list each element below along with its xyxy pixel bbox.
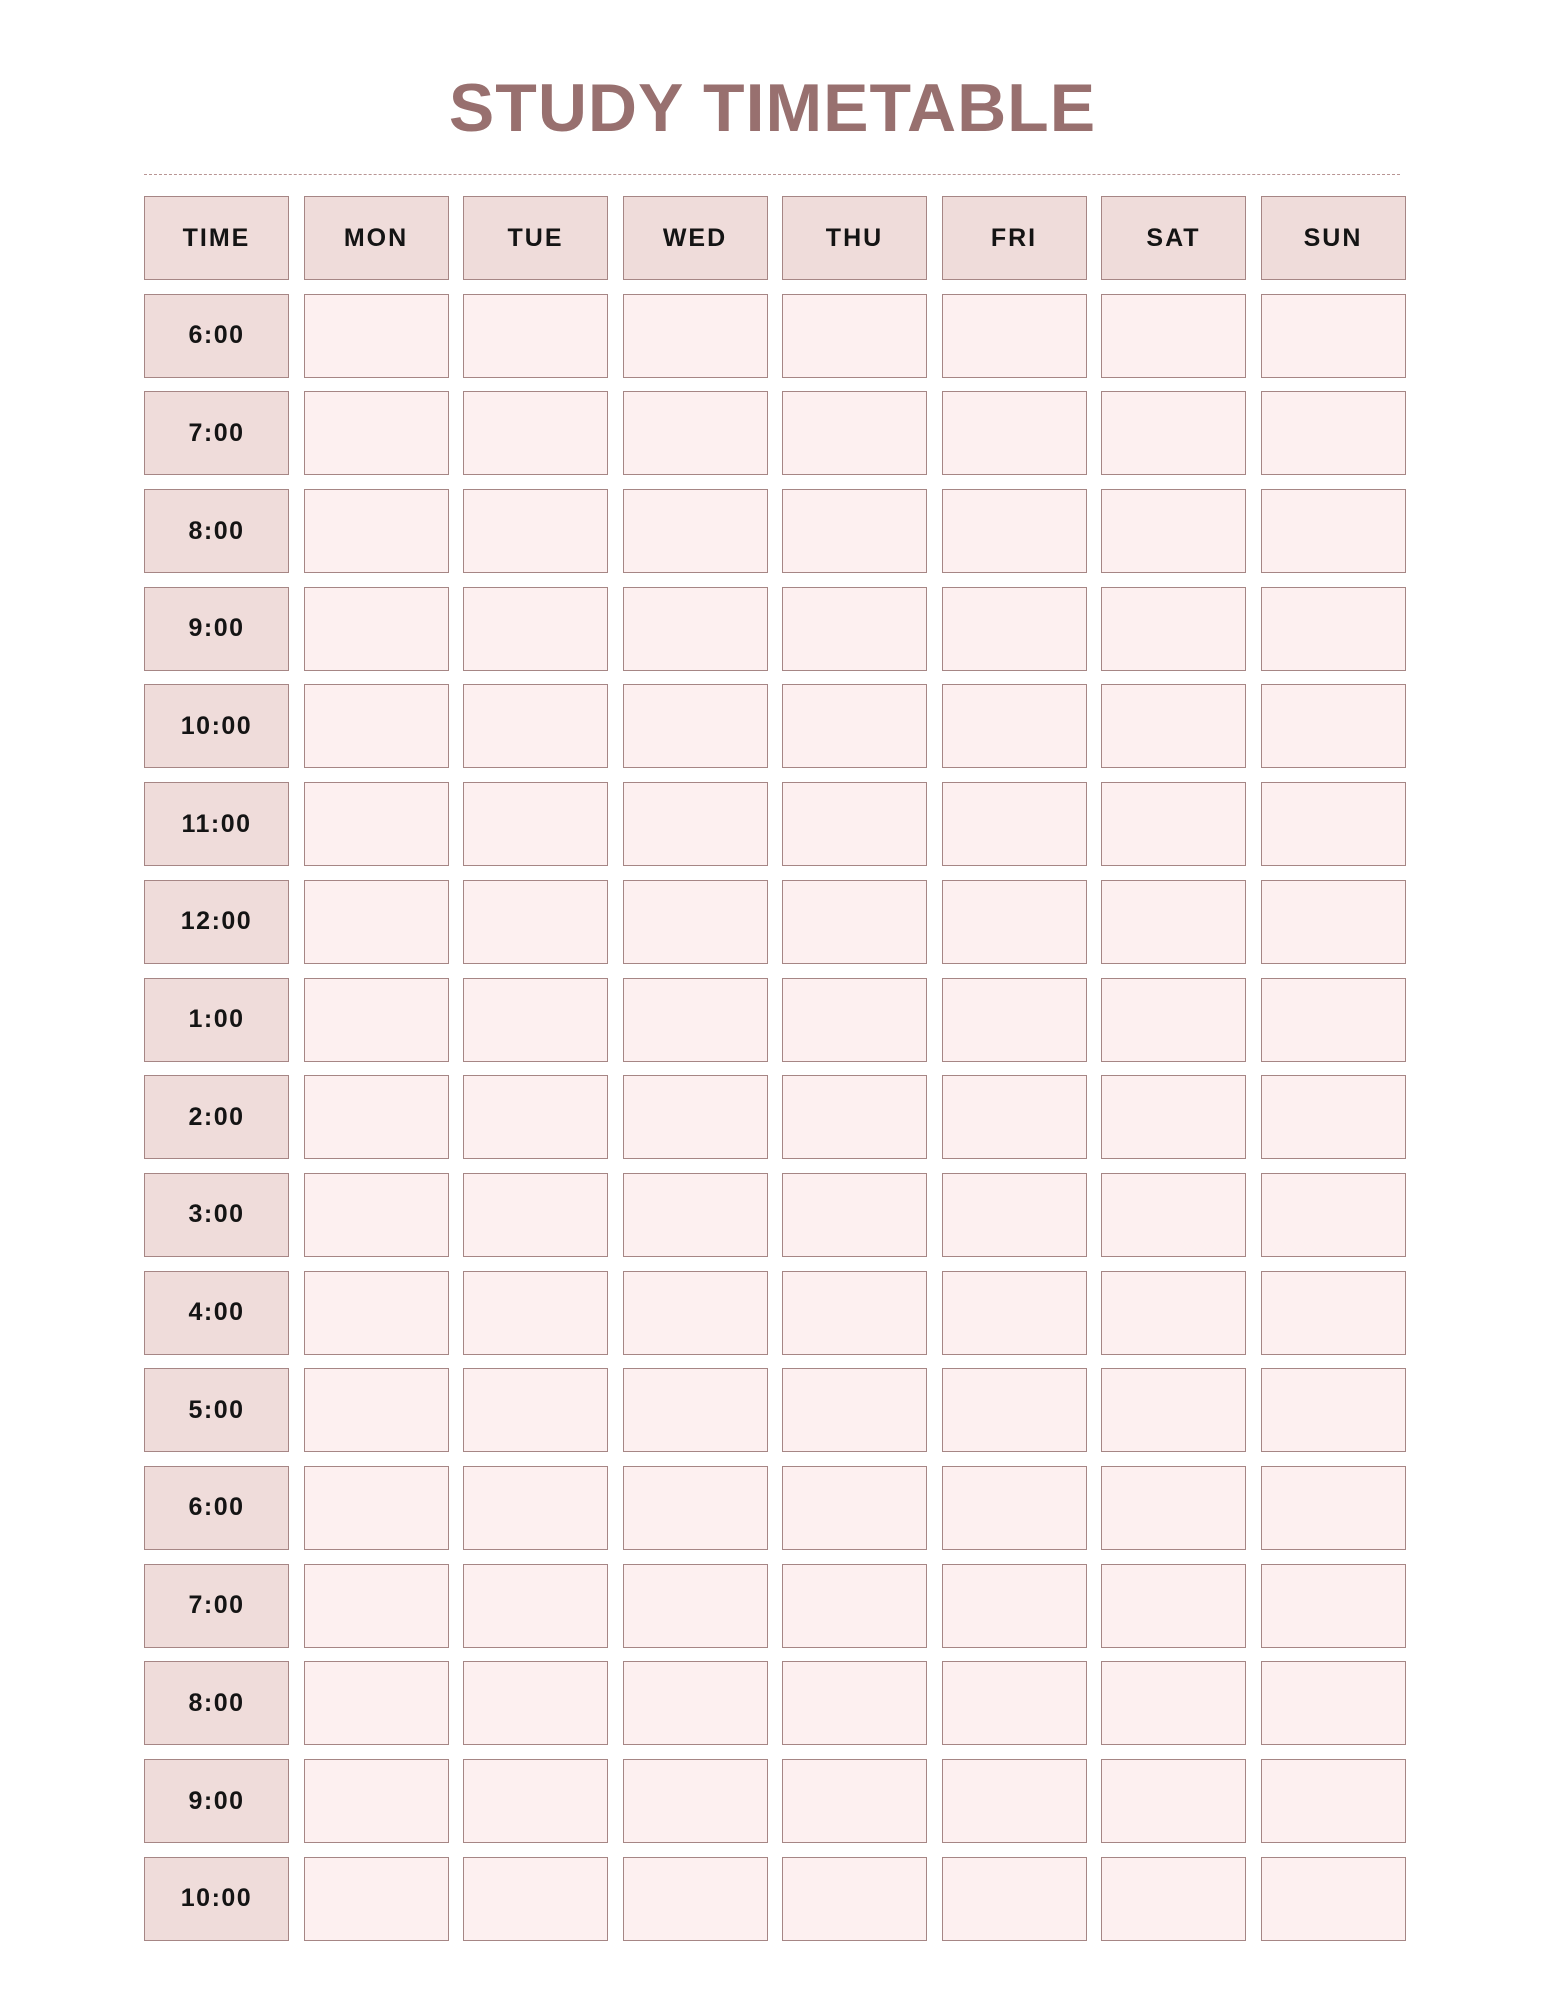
slot-sun[interactable]: [1261, 684, 1406, 768]
time-label: 10:00: [144, 684, 289, 768]
slot-thu[interactable]: [782, 1368, 927, 1452]
slot-tue[interactable]: [463, 1173, 608, 1257]
slot-sun[interactable]: [1261, 489, 1406, 573]
slot-wed[interactable]: [623, 782, 768, 866]
slot-tue[interactable]: [463, 1271, 608, 1355]
slot-fri[interactable]: [942, 1564, 1087, 1648]
slot-thu[interactable]: [782, 782, 927, 866]
slot-wed[interactable]: [623, 978, 768, 1062]
time-label: 6:00: [144, 294, 289, 378]
slot-tue[interactable]: [463, 391, 608, 475]
slot-sat[interactable]: [1101, 1564, 1246, 1648]
slot-thu[interactable]: [782, 391, 927, 475]
time-label: 4:00: [144, 1271, 289, 1355]
time-label: 12:00: [144, 880, 289, 964]
header-tue: TUE: [463, 196, 608, 280]
slot-mon[interactable]: [304, 294, 449, 378]
slot-thu[interactable]: [782, 1857, 927, 1941]
slot-sun[interactable]: [1261, 1271, 1406, 1355]
dashed-divider: [144, 174, 1400, 175]
slot-thu[interactable]: [782, 1759, 927, 1843]
slot-sun[interactable]: [1261, 1173, 1406, 1257]
slot-sun[interactable]: [1261, 782, 1406, 866]
slot-fri[interactable]: [942, 1759, 1087, 1843]
slot-fri[interactable]: [942, 1075, 1087, 1159]
slot-sun[interactable]: [1261, 1661, 1406, 1745]
slot-mon[interactable]: [304, 1271, 449, 1355]
slot-sun[interactable]: [1261, 880, 1406, 964]
slot-fri[interactable]: [942, 1857, 1087, 1941]
slot-mon[interactable]: [304, 1857, 449, 1941]
header-mon: MON: [304, 196, 449, 280]
slot-thu[interactable]: [782, 1564, 927, 1648]
slot-wed[interactable]: [623, 587, 768, 671]
slot-thu[interactable]: [782, 684, 927, 768]
time-label: 9:00: [144, 587, 289, 671]
slot-mon[interactable]: [304, 1466, 449, 1550]
slot-thu[interactable]: [782, 1173, 927, 1257]
slot-sat[interactable]: [1101, 782, 1246, 866]
slot-mon[interactable]: [304, 978, 449, 1062]
slot-sun[interactable]: [1261, 1075, 1406, 1159]
timetable-grid: [144, 196, 1401, 1941]
slot-thu[interactable]: [782, 978, 927, 1062]
slot-thu[interactable]: [782, 587, 927, 671]
slot-sun[interactable]: [1261, 587, 1406, 671]
slot-sat[interactable]: [1101, 1466, 1246, 1550]
slot-fri[interactable]: [942, 489, 1087, 573]
slot-tue[interactable]: [463, 1368, 608, 1452]
slot-thu[interactable]: [782, 489, 927, 573]
slot-wed[interactable]: [623, 294, 768, 378]
slot-mon[interactable]: [304, 1075, 449, 1159]
slot-fri[interactable]: [942, 1466, 1087, 1550]
slot-wed[interactable]: [623, 1857, 768, 1941]
time-label: 7:00: [144, 1564, 289, 1648]
time-label: 7:00: [144, 391, 289, 475]
time-label: 5:00: [144, 1368, 289, 1452]
slot-tue[interactable]: [463, 1857, 608, 1941]
slot-wed[interactable]: [623, 1661, 768, 1745]
slot-mon[interactable]: [304, 1564, 449, 1648]
slot-sun[interactable]: [1261, 294, 1406, 378]
slot-sun[interactable]: [1261, 1759, 1406, 1843]
slot-mon[interactable]: [304, 880, 449, 964]
time-label: 9:00: [144, 1759, 289, 1843]
slot-sat[interactable]: [1101, 1271, 1246, 1355]
slot-wed[interactable]: [623, 1075, 768, 1159]
slot-tue[interactable]: [463, 782, 608, 866]
slot-fri[interactable]: [942, 1661, 1087, 1745]
slot-mon[interactable]: [304, 684, 449, 768]
slot-tue[interactable]: [463, 587, 608, 671]
slot-wed[interactable]: [623, 1173, 768, 1257]
time-label: 11:00: [144, 782, 289, 866]
slot-sun[interactable]: [1261, 1368, 1406, 1452]
slot-mon[interactable]: [304, 489, 449, 573]
time-label: 3:00: [144, 1173, 289, 1257]
slot-fri[interactable]: [942, 294, 1087, 378]
slot-sun[interactable]: [1261, 1857, 1406, 1941]
time-label: 10:00: [144, 1857, 289, 1941]
slot-fri[interactable]: [942, 391, 1087, 475]
slot-thu[interactable]: [782, 1271, 927, 1355]
slot-fri[interactable]: [942, 684, 1087, 768]
slot-tue[interactable]: [463, 880, 608, 964]
slot-mon[interactable]: [304, 1759, 449, 1843]
slot-sun[interactable]: [1261, 978, 1406, 1062]
slot-tue[interactable]: [463, 1661, 608, 1745]
slot-mon[interactable]: [304, 391, 449, 475]
slot-sat[interactable]: [1101, 684, 1246, 768]
slot-mon[interactable]: [304, 1173, 449, 1257]
slot-thu[interactable]: [782, 1466, 927, 1550]
time-label: 1:00: [144, 978, 289, 1062]
time-label: 6:00: [144, 1466, 289, 1550]
slot-wed[interactable]: [623, 1368, 768, 1452]
slot-wed[interactable]: [623, 880, 768, 964]
slot-sat[interactable]: [1101, 1368, 1246, 1452]
slot-fri[interactable]: [942, 782, 1087, 866]
header-sun: SUN: [1261, 196, 1406, 280]
slot-sat[interactable]: [1101, 880, 1246, 964]
slot-thu[interactable]: [782, 1075, 927, 1159]
slot-mon[interactable]: [304, 782, 449, 866]
slot-sat[interactable]: [1101, 978, 1246, 1062]
slot-wed[interactable]: [623, 1564, 768, 1648]
header-time: TIME: [144, 196, 289, 280]
slot-wed[interactable]: [623, 684, 768, 768]
slot-sat[interactable]: [1101, 1759, 1246, 1843]
slot-tue[interactable]: [463, 684, 608, 768]
slot-thu[interactable]: [782, 294, 927, 378]
slot-fri[interactable]: [942, 1271, 1087, 1355]
slot-sat[interactable]: [1101, 489, 1246, 573]
slot-tue[interactable]: [463, 1075, 608, 1159]
slot-fri[interactable]: [942, 1173, 1087, 1257]
time-label: 8:00: [144, 489, 289, 573]
slot-sat[interactable]: [1101, 294, 1246, 378]
time-label: 2:00: [144, 1075, 289, 1159]
slot-sat[interactable]: [1101, 391, 1246, 475]
slot-thu[interactable]: [782, 880, 927, 964]
slot-sat[interactable]: [1101, 1075, 1246, 1159]
header-sat: SAT: [1101, 196, 1246, 280]
slot-wed[interactable]: [623, 1759, 768, 1843]
slot-sun[interactable]: [1261, 1466, 1406, 1550]
slot-tue[interactable]: [463, 489, 608, 573]
slot-mon[interactable]: [304, 1368, 449, 1452]
slot-wed[interactable]: [623, 1271, 768, 1355]
slot-wed[interactable]: [623, 489, 768, 573]
slot-sat[interactable]: [1101, 587, 1246, 671]
slot-mon[interactable]: [304, 587, 449, 671]
slot-sun[interactable]: [1261, 391, 1406, 475]
slot-tue[interactable]: [463, 1564, 608, 1648]
slot-tue[interactable]: [463, 1759, 608, 1843]
header-fri: FRI: [942, 196, 1087, 280]
slot-tue[interactable]: [463, 1466, 608, 1550]
header-thu: THU: [782, 196, 927, 280]
page-title: STUDY TIMETABLE: [448, 70, 1097, 146]
slot-fri[interactable]: [942, 587, 1087, 671]
header-wed: WED: [623, 196, 768, 280]
time-label: 8:00: [144, 1661, 289, 1745]
slot-fri[interactable]: [942, 1368, 1087, 1452]
slot-thu[interactable]: [782, 1661, 927, 1745]
slot-tue[interactable]: [463, 294, 608, 378]
slot-wed[interactable]: [623, 1466, 768, 1550]
slot-sun[interactable]: [1261, 1564, 1406, 1648]
slot-tue[interactable]: [463, 978, 608, 1062]
slot-sat[interactable]: [1101, 1661, 1246, 1745]
slot-fri[interactable]: [942, 880, 1087, 964]
slot-fri[interactable]: [942, 978, 1087, 1062]
slot-sat[interactable]: [1101, 1173, 1246, 1257]
slot-mon[interactable]: [304, 1661, 449, 1745]
slot-sat[interactable]: [1101, 1857, 1246, 1941]
slot-wed[interactable]: [623, 391, 768, 475]
